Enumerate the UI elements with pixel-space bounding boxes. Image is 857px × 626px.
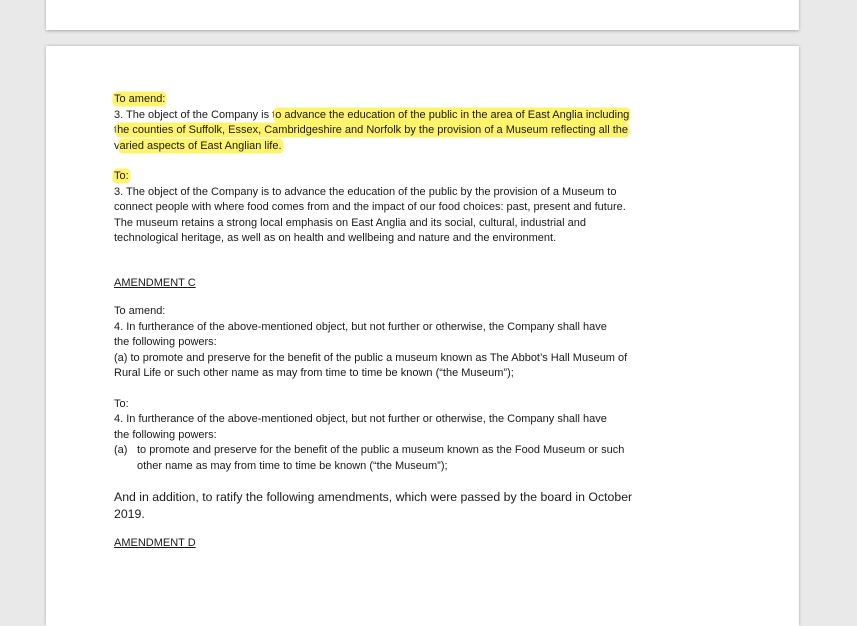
amend-c-to-label: To:: [114, 397, 129, 410]
clause-a-line-1: to promote and preserve for the benefit of the public a museum known as the Food Museum or such: [137, 444, 625, 456]
amend-b-to-label: [114, 169, 674, 185]
amend-b-old-text-line-3: varied aspects of East Anglian life.: [114, 139, 282, 152]
document-body: [114, 92, 674, 552]
ratify-line-1: And in addition, to ratify the following amendments, which were passed by the board in October: [114, 490, 633, 504]
highlight: he counties of Suffolk, Essex, Cambridgeshire and Norfolk by the provision of a Museum reflecting all the: [117, 124, 629, 136]
ratify-line-2: 2019.: [114, 507, 145, 521]
amend-c-new-text-line-2: the following powers:: [114, 428, 217, 441]
amend-b-new-text-line-4: technological heritage, as well as on health and wellbeing and nature and the environment.: [114, 232, 557, 244]
highlight: To:: [114, 170, 129, 182]
amend-c-old-text-line-2: the following powers:: [114, 336, 217, 348]
highlight: aried aspects of East Anglian life.: [119, 139, 282, 152]
clause-label: (a): [114, 444, 128, 456]
amend-c-old-text-line-3: (a) to promote and preserve for the benefit of the public a museum known as The Abbot’s Hall Museum of: [114, 351, 628, 364]
highlight: To amend:: [114, 93, 166, 105]
amend-b-old-text-line-2: the counties of Suffolk, Essex, Cambridgeshire and Norfolk by the provision of a Museum reflecting all the: [114, 124, 629, 136]
clause-a-line-2: other name as may from time to time be known (“the Museum”);: [137, 459, 448, 472]
amend-c-new-text-line-1: 4. In furtherance of the above-mentioned object, but not further or otherwise, the Company shall have: [114, 413, 607, 425]
amend-c-to-amend-label: To amend:: [114, 305, 166, 317]
amend-b-new-text-line-1: 3. The object of the Company is to advance the education of the public by the provision of a Museum to: [114, 185, 617, 198]
amend-b-new-text-line-3: The museum retains a strong local emphasis on East Anglia and its social, cultural, industrial and: [114, 216, 587, 229]
highlight: o advance the education of the public in the area of East Anglia including: [275, 108, 630, 121]
amend-c-new-clause-a: [114, 443, 674, 474]
amend-c-old-text-line-4: Rural Life or such other name as may from time to time be known (“the Museum”);: [114, 367, 514, 379]
amend-c-old-text-line-1: 4. In furtherance of the above-mentioned object, but not further or otherwise, the Company shall have: [114, 320, 607, 333]
amend-b-new-text-line-2: connect people with where food comes from and the impact of our food choices: past, present and future.: [114, 201, 626, 213]
amend-b-old-text-line-1: 3. The object of the Company is to advance the education of the public in the area of East Anglia including: [114, 108, 630, 121]
previous-page: [46, 0, 799, 30]
amend-b-to-amend-label: [114, 92, 674, 108]
amendment-d-heading: AMENDMENT D: [114, 537, 196, 549]
amendment-c-heading: AMENDMENT C: [114, 276, 196, 289]
